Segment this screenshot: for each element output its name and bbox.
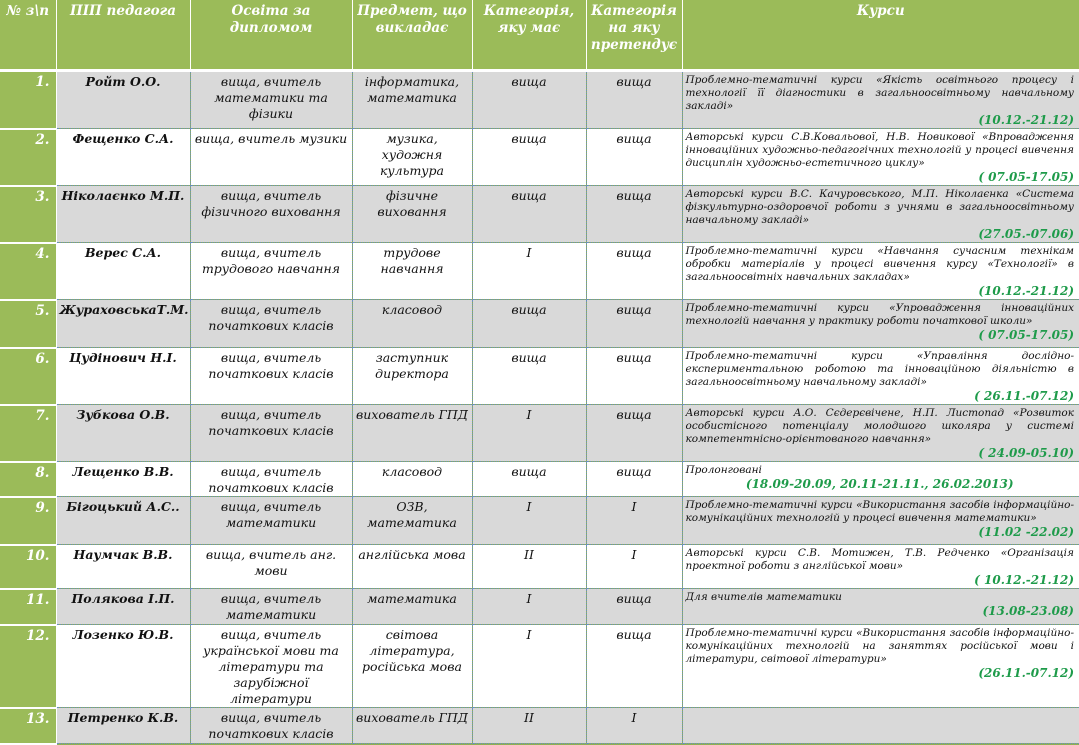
course-text: Авторські курси С.В. Мотижен, Т.В. Редченко «Організація проектної роботи з англійської мови» [685,547,1074,572]
course-text: Проблемно-тематичні курси «Упровадження інноваційних технологій навчання у практику роботи початкової школи» [685,302,1074,327]
category-claims-cell: вища [586,71,682,129]
course-text: Проблемно-тематичні курси «Використання засобів інформаційно-комунікаційних технологій на заняттях російської мови і літератури, світової літератури» [685,627,1074,665]
teacher-name: Ройт О.О. [56,71,190,129]
course-dates: (11.02 -22.02) [978,525,1074,539]
table-row [0,348,1079,405]
category-has-cell: вища [472,71,586,129]
category-claims-cell: І [586,497,682,545]
row-num: 12. [0,625,56,708]
category-claims-cell: І [586,708,682,744]
course-cell [682,348,1079,405]
education-cell: вища, вчитель початкових класів [190,462,352,497]
category-has-cell: І [472,625,586,708]
category-has-cell: вища [472,129,586,186]
teacher-name: Верес С.А. [56,243,190,300]
table-row [0,708,1079,744]
category-claims-cell: вища [586,186,682,243]
course-dates: ( 24.09-05.10) [978,446,1074,460]
course-dates: ( 26.11.-07.12) [974,389,1074,403]
subject-cell: вихователь ГПД [352,405,472,462]
subject-cell: світова література, російська мова [352,625,472,708]
course-cell [682,71,1079,129]
teacher-name: Наумчак В.В. [56,545,190,589]
teacher-name: Цудінович Н.І. [56,348,190,405]
table-row [0,243,1079,300]
category-has-cell: вища [472,300,586,348]
course-dates: (10.12.-21.12) [978,113,1074,127]
row-num: 4. [0,243,56,300]
teacher-name: Ніколаєнко М.П. [56,186,190,243]
subject-cell: ОЗВ, математика [352,497,472,545]
course-cell [682,186,1079,243]
course-cell [682,300,1079,348]
row-num: 3. [0,186,56,243]
category-claims-cell: І [586,545,682,589]
education-cell: вища, вчитель математики та фізики [190,71,352,129]
course-dates: (13.08-23.08) [982,604,1074,618]
table-row [0,186,1079,243]
category-claims-cell: вища [586,405,682,462]
header-name: ПІП педагога [56,0,190,71]
teacher-name: Лещенко В.В. [56,462,190,497]
subject-cell: класовод [352,300,472,348]
subject-cell: музика, художня культура [352,129,472,186]
category-claims-cell: вища [586,348,682,405]
education-cell: вища, вчитель математики [190,497,352,545]
category-has-cell: ІІ [472,545,586,589]
category-claims-cell: вища [586,462,682,497]
table-row [0,625,1079,708]
course-dates: (10.12.-21.12) [978,284,1074,298]
education-cell: вища, вчитель початкових класів [190,708,352,744]
education-cell: вища, вчитель математики [190,589,352,625]
category-has-cell: І [472,589,586,625]
table-row [0,300,1079,348]
row-num: 10. [0,545,56,589]
subject-cell: фізичне виховання [352,186,472,243]
course-text: Для вчителів математики [685,591,842,603]
education-cell: вища, вчитель початкових класів [190,300,352,348]
subject-cell: класовод [352,462,472,497]
row-num: 1. [0,71,56,129]
course-dates: (27.05.-07.06) [978,227,1074,241]
header-courses: Курси [682,0,1079,71]
course-text: Проблемно-тематичні курси «Використання засобів інформаційно-комунікаційних технологій у процесі вивчення математики» [685,499,1074,524]
table-row [0,129,1079,186]
course-dates: (18.09-20.09, 20.11-21.11., 26.02.2013) [745,477,1014,491]
header-education: Освіта за дипломом [190,0,352,71]
subject-cell: англійська мова [352,545,472,589]
course-dates: ( 07.05-17.05) [978,170,1074,184]
category-has-cell: І [472,497,586,545]
category-claims-cell: вища [586,243,682,300]
course-cell [682,405,1079,462]
teacher-name: Зубкова О.В. [56,405,190,462]
teacher-name: Фещенко С.А. [56,129,190,186]
category-has-cell: ІІ [472,708,586,744]
teacher-name: ЖураховськаТ.М. [56,300,190,348]
course-text: Проблемно-тематичні курси «Якість освітнього процесу і технології її діагностики в загальноосвітньому навчальному закладі» [685,74,1074,112]
course-dates: ( 10.12.-21.12) [974,573,1074,587]
table-row [0,497,1079,545]
header-subject: Предмет, що викладає [352,0,472,71]
row-num: 9. [0,497,56,545]
subject-cell: вихователь ГПД [352,708,472,744]
course-text: Авторські курси С.В.Ковальової, Н.В. Новикової «Впровадження інноваційних художньо-педагогічних технологій у процесі вивчення дисциплін художньо-естетичного циклу» [685,131,1074,169]
category-claims-cell: вища [586,300,682,348]
row-num: 5. [0,300,56,348]
course-text: Авторські курси В.С. Качуровського, М.П. Ніколаєнка «Система фізкультурно-оздоровчої роботи з учнями в загальноосвітньому навчальному закладі» [685,188,1074,226]
course-dates: ( 07.05-17.05) [978,328,1074,342]
course-text: Проблемно-тематичні курси «Навчання сучасним технікам обробки матеріалів у процесі вивчення курсу «Технології» в загальноосвітніх навчальних закладах» [685,245,1074,283]
course-dates: (26.11.-07.12) [978,666,1074,680]
course-cell [682,589,1079,625]
row-num: 7. [0,405,56,462]
course-cell [682,497,1079,545]
category-claims-cell: вища [586,129,682,186]
category-has-cell: вища [472,462,586,497]
course-text: Проблемно-тематичні курси «Управління дослідно-експериментальною роботою та інноваційною діяльністю в загальноосвітньому навчальному закладі» [685,350,1074,388]
table-row [0,462,1079,497]
row-num: 6. [0,348,56,405]
education-cell: вища, вчитель початкових класів [190,348,352,405]
row-num: 8. [0,462,56,497]
education-cell: вища, вчитель фізичного виховання [190,186,352,243]
header-num: № з\п [0,0,56,71]
category-claims-cell: вища [586,589,682,625]
header-category-claims: Категорія на яку претендує [586,0,682,71]
category-has-cell: І [472,405,586,462]
course-text: Авторські курси А.О. Сєдерєвічене, Н.П. Листопад «Розвиток особистісного потенціалу молодшого школяра у системі компетентнісно-орієнтованого навчання» [685,407,1074,445]
subject-cell: математика [352,589,472,625]
row-num: 13. [0,708,56,744]
category-claims-cell: вища [586,625,682,708]
course-cell [682,243,1079,300]
education-cell: вища, вчитель української мови та літератури та зарубіжної літератури [190,625,352,708]
teacher-name: Петренко К.В. [56,708,190,744]
table-row [0,589,1079,625]
course-cell [682,545,1079,589]
course-cell [682,625,1079,708]
table-row [0,405,1079,462]
subject-cell: трудове навчання [352,243,472,300]
course-cell [682,129,1079,186]
education-cell: вища, вчитель трудового навчання [190,243,352,300]
course-text: Пролонговані [685,464,762,476]
course-cell [682,708,1079,744]
education-cell: вища, вчитель музики [190,129,352,186]
category-has-cell: І [472,243,586,300]
header-row [0,0,1079,71]
header-category-has: Категорія, яку має [472,0,586,71]
category-has-cell: вища [472,186,586,243]
teacher-name: Бігоцький А.С.. [56,497,190,545]
subject-cell: заступник директора [352,348,472,405]
row-num: 11. [0,589,56,625]
category-has-cell: вища [472,348,586,405]
teacher-name: Полякова І.П. [56,589,190,625]
education-cell: вища, вчитель анг. мови [190,545,352,589]
table-row [0,71,1079,129]
row-num: 2. [0,129,56,186]
course-cell [682,462,1079,497]
education-cell: вища, вчитель початкових класів [190,405,352,462]
table-row [0,545,1079,589]
teacher-name: Лозенко Ю.В. [56,625,190,708]
subject-cell: інформатика, математика [352,71,472,129]
